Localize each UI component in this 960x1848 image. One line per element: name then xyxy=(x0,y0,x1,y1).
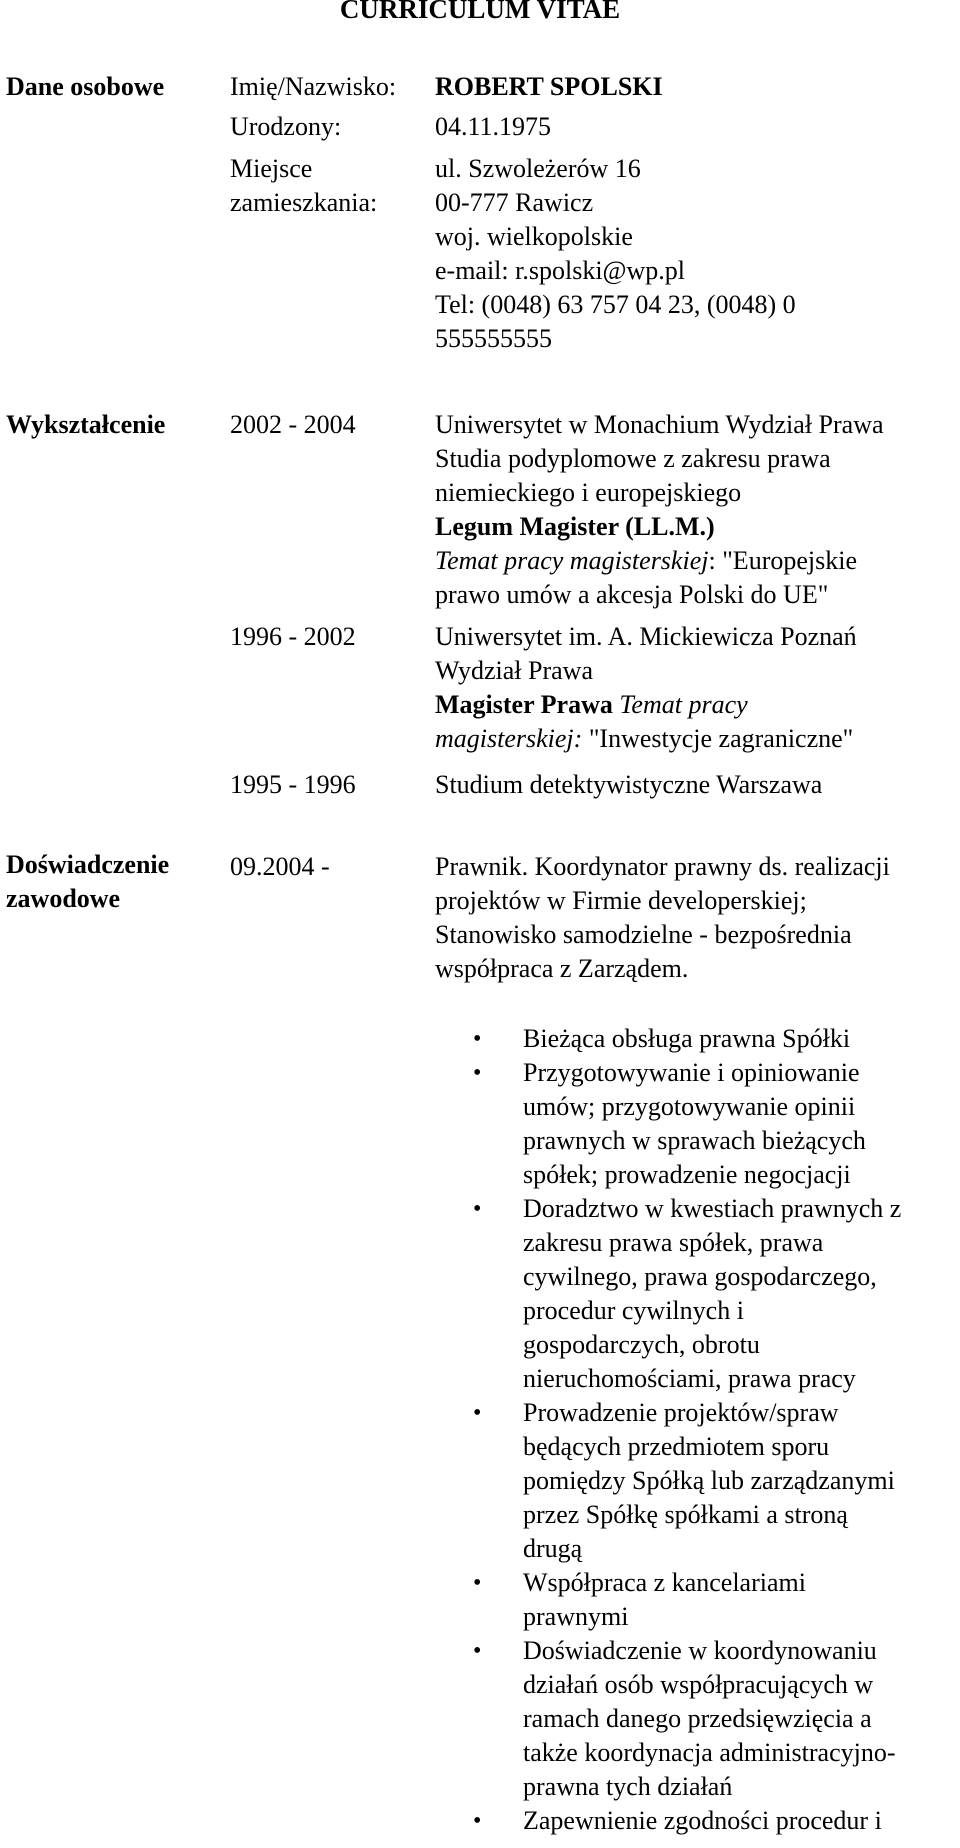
education-thesis xyxy=(435,688,960,722)
section-experience-label-line-2: zawodowe xyxy=(6,884,121,913)
list-item-line: • Zapewnienie zgodności procedur i xyxy=(523,1806,882,1835)
list-item-line: • Przygotowywanie i opiniowanie xyxy=(523,1058,860,1087)
education-line: Studia podyplomowe z zakresu prawa xyxy=(435,444,831,473)
list-item-line: działań osób współpracujących w xyxy=(523,1670,874,1699)
address-label-line-1: Miejsce xyxy=(230,154,313,183)
list-item-line: prawnych w sprawach bieżących xyxy=(523,1126,866,1155)
address-line: ul. Szwoleżerów 16 xyxy=(435,154,641,183)
education-entry-2 xyxy=(435,620,960,756)
list-item xyxy=(435,1022,960,1056)
name-label: Imię/Nazwisko: xyxy=(230,72,397,101)
document-title: CURRICULUM VITAE xyxy=(339,0,621,24)
list-item-line: procedur cywilnych i xyxy=(523,1296,744,1325)
address-line: woj. wielkopolskie xyxy=(435,222,633,251)
education-thesis xyxy=(435,544,960,578)
list-item-line: zakresu prawa spółek, prawa xyxy=(523,1228,824,1257)
education-entry-1 xyxy=(435,408,960,612)
list-item-line: pomiędzy Spółką lub zarządzanymi xyxy=(523,1466,895,1495)
born-value: 04.11.1975 xyxy=(435,112,552,141)
list-item-line: spółek; prowadzenie negocjacji xyxy=(523,1160,851,1189)
education-line: Uniwersytet im. A. Mickiewicza Poznań xyxy=(435,622,857,651)
education-years-2: 1996 - 2002 xyxy=(230,622,356,651)
name-value: ROBERT SPOLSKI xyxy=(435,72,663,101)
experience-line: projektów w Firmie developerskiej; xyxy=(435,886,807,915)
duties-list xyxy=(435,1022,960,1838)
experience-line: Prawnik. Koordynator prawny ds. realizacji xyxy=(435,852,890,881)
list-item-line: • Bieżąca obsługa prawna Spółki xyxy=(523,1024,851,1053)
list-item xyxy=(435,1396,960,1566)
born-label: Urodzony: xyxy=(230,112,342,141)
list-item-line: przez Spółkę spółkami a stroną xyxy=(523,1500,848,1529)
list-item xyxy=(435,1566,960,1634)
list-item-line: gospodarczych, obrotu xyxy=(523,1330,760,1359)
list-item-line: • Współpraca z kancelariami xyxy=(523,1568,806,1597)
phone-line-continued: 555555555 xyxy=(435,324,552,353)
list-item-line: umów; przygotowywanie opinii xyxy=(523,1092,856,1121)
education-thesis-continued: prawo umów a akcesja Polski do UE" xyxy=(435,580,829,609)
section-experience-label xyxy=(6,848,169,916)
list-item-line: ramach danego przedsięwzięcia a xyxy=(523,1704,872,1733)
experience-line: współpraca z Zarządem. xyxy=(435,954,689,983)
address-label-line-2: zamieszkania: xyxy=(230,188,378,217)
list-item-line: • Doświadczenie w koordynowaniu xyxy=(523,1636,877,1665)
thesis-title: "Inwestycje zagraniczne" xyxy=(582,724,854,753)
section-experience-label-line-1: Doświadczenie xyxy=(6,850,170,879)
list-item-line: cywilnego, prawa gospodarczego, xyxy=(523,1262,877,1291)
education-line: Wydział Prawa xyxy=(435,656,593,685)
thesis-title: : "Europejskie xyxy=(708,546,857,575)
education-degree: Magister Prawa xyxy=(435,690,613,719)
list-item-line: drugą xyxy=(523,1534,583,1563)
education-line: niemieckiego i europejskiego xyxy=(435,478,742,507)
thesis-label: Temat pracy xyxy=(612,690,748,719)
list-item xyxy=(435,1804,960,1838)
thesis-label: Temat pracy magisterskiej xyxy=(435,546,709,575)
address-block xyxy=(435,152,960,356)
education-years-3: 1995 - 1996 xyxy=(230,770,356,799)
list-item-line: prawna tych działań xyxy=(523,1772,733,1801)
experience-line: Stanowisko samodzielne - bezpośrednia xyxy=(435,920,852,949)
thesis-label-continued: magisterskiej: xyxy=(435,724,583,753)
list-item xyxy=(435,1056,960,1192)
list-item-line: prawnymi xyxy=(523,1602,629,1631)
list-item-line: • Doradztwo w kwestiach prawnych z xyxy=(523,1194,902,1223)
experience-description xyxy=(435,850,960,986)
education-entry-3 xyxy=(435,768,960,802)
list-item-line: nieruchomościami, prawa pracy xyxy=(523,1364,856,1393)
education-line: Studium detektywistyczne Warszawa xyxy=(435,770,823,799)
list-item-line: także koordynacja administracyjno- xyxy=(523,1738,896,1767)
list-item-line: • Prowadzenie projektów/spraw xyxy=(523,1398,839,1427)
section-education-label: Wykształcenie xyxy=(6,410,166,439)
education-degree: Legum Magister (LL.M.) xyxy=(435,512,715,541)
list-item xyxy=(435,1192,960,1396)
phone-line: Tel: (0048) 63 757 04 23, (0048) 0 xyxy=(435,290,796,319)
education-line: Uniwersytet w Monachium Wydział Prawa xyxy=(435,410,884,439)
section-personal-label: Dane osobowe xyxy=(6,72,165,101)
list-item xyxy=(435,1634,960,1804)
address-line: 00-777 Rawicz xyxy=(435,188,594,217)
education-years-1: 2002 - 2004 xyxy=(230,410,356,439)
experience-period: 09.2004 - xyxy=(230,852,330,881)
list-item-line: będących przedmiotem sporu xyxy=(523,1432,830,1461)
education-thesis-continued xyxy=(435,722,960,756)
email-line: e-mail: r.spolski@wp.pl xyxy=(435,256,685,285)
